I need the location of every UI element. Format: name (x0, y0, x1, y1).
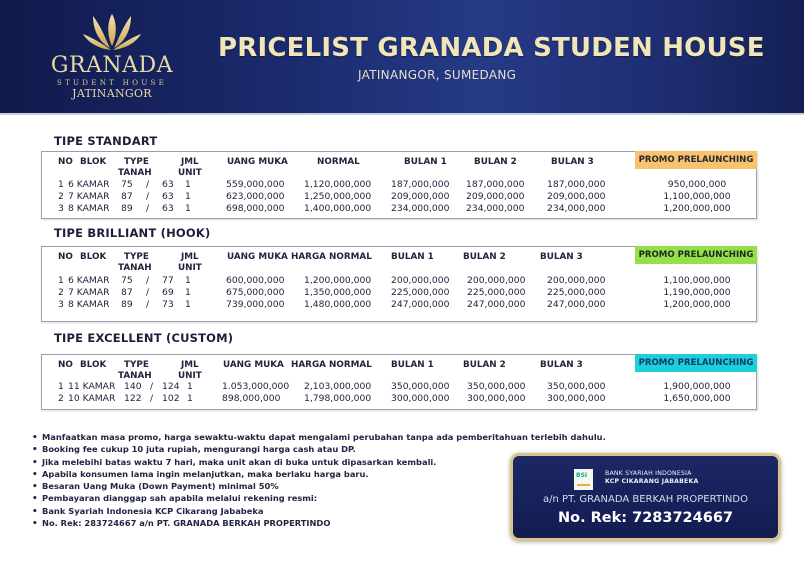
logo-location: JATINANGOR (72, 87, 152, 100)
col-header-bulan1: BULAN 1 (404, 157, 447, 167)
cell-bulan1: 209,000,000 (391, 191, 450, 202)
col-header-harga-normal: HARGA NORMAL (291, 252, 372, 262)
cell-blok: 6 KAMAR (68, 179, 110, 190)
header-banner (0, 0, 804, 115)
col-header-promo: PROMO PRELAUNCHING (635, 246, 757, 264)
cell-blok: 11 KAMAR (68, 381, 116, 392)
col-header-promo: PROMO PRELAUNCHING (635, 151, 757, 169)
cell-blok: 10 KAMAR (68, 393, 116, 404)
cell-jml: 1 (185, 299, 191, 310)
cell-tanah: 63 (162, 203, 174, 214)
cell-uang-muka: 675,000,000 (226, 287, 285, 298)
cell-uang-muka: 898,000,000 (222, 393, 281, 404)
cell-type: 89 (121, 299, 133, 310)
col-header-jml: JML (181, 252, 199, 262)
cell-bulan1: 187,000,000 (391, 179, 450, 190)
col-header-type: TYPE (124, 252, 149, 262)
col-header-type: TYPE (124, 360, 149, 370)
section-title-excellent: TIPE EXCELLENT (CUSTOM) (54, 331, 234, 345)
cell-bulan2: 200,000,000 (467, 275, 526, 286)
cell-tanah: 63 (162, 179, 174, 190)
cell-no: 2 (58, 287, 64, 298)
cell-bulan3: 234,000,000 (547, 203, 606, 214)
section-title-standart: TIPE STANDART (54, 134, 158, 148)
col-header-bulan3: BULAN 3 (551, 157, 594, 167)
cell-type: 87 (121, 191, 133, 202)
note-item: • No. Rek: 283724667 a/n PT. GRANADA BERKAH PROPERTINDO (32, 518, 632, 530)
col-header-tanah: TANAH (118, 371, 152, 381)
cell-uang-muka: 1.053,000,000 (222, 381, 290, 392)
cell-bulan3: 187,000,000 (547, 179, 606, 190)
pricelist-table-standart: NO BLOK TYPE TANAH JML UNIT UANG MUKA NORMAL BULAN 1 BULAN 2 BULAN 3 PROMO PRELAUNCHING 1 6 KAMAR 75 / 63 1 559,000,000 1,120,000,000 187,000,000 187,000,000 187,000,000 950,000,000 2 7 KAMAR 87 / 63 1 623,000,000 1,250,000,000 209,000,000 209,000,000 209,000,000 1,100,000,000 3 8 KAMAR 89 / 63 1 698,000,000 1,400,000,000 234,000,000 234,000,000 234,000,000 1,200,000,000 (41, 151, 757, 219)
col-header-tanah: TANAH (118, 168, 152, 178)
cell-jml: 1 (185, 179, 191, 190)
col-header-bulan2: BULAN 2 (463, 252, 506, 262)
page-title: PRICELIST GRANADA STUDEN HOUSE (218, 33, 765, 63)
col-header-bulan3: BULAN 3 (540, 252, 583, 262)
cell-tanah: 77 (162, 275, 174, 286)
cell-type: 75 (121, 179, 133, 190)
col-header-type: TYPE (124, 157, 149, 167)
account-number: No. Rek: 7283724667 (557, 510, 734, 526)
cell-bulan3: 225,000,000 (547, 287, 606, 298)
cell-normal: 1,250,000,000 (304, 191, 372, 202)
col-header-bulan1: BULAN 1 (391, 360, 434, 370)
cell-bulan1: 200,000,000 (391, 275, 450, 286)
cell-uang-muka: 559,000,000 (226, 179, 285, 190)
col-header-uang-muka: UANG MUKA (227, 157, 288, 167)
cell-bulan1: 247,000,000 (391, 299, 450, 310)
cell-bulan1: 300,000,000 (391, 393, 450, 404)
col-header-normal: NORMAL (317, 157, 360, 167)
cell-tanah: 69 (162, 287, 174, 298)
cell-promo: 1,100,000,000 (663, 191, 731, 202)
cell-promo: 1,200,000,000 (663, 203, 731, 214)
bank-name: BANK SYARIAH INDONESIA (605, 470, 692, 477)
logo-subtitle: STUDENT HOUSE (56, 78, 168, 87)
cell-bulan3: 300,000,000 (547, 393, 606, 404)
cell-blok: 7 KAMAR (68, 287, 110, 298)
cell-bulan1: 234,000,000 (391, 203, 450, 214)
cell-type: 140 (124, 381, 142, 392)
bank-account-card (510, 453, 781, 541)
note-item: • Manfaatkan masa promo, harga sewaktu-waktu dapat mengalami perubahan tanpa ada pemberitahuan terlebih dahulu. (32, 432, 632, 444)
bsi-logo-text: BSI (576, 472, 588, 479)
col-header-unit: UNIT (178, 371, 202, 381)
logo-name: GRANADA (50, 53, 174, 78)
page-subtitle: JATINANGOR, SUMEDANG (358, 68, 517, 82)
cell-blok: 6 KAMAR (68, 275, 110, 286)
col-header-unit: UNIT (178, 168, 202, 178)
granada-logo (48, 12, 176, 108)
cell-promo: 1,100,000,000 (663, 275, 731, 286)
cell-jml: 1 (187, 381, 193, 392)
cell-type: 87 (121, 287, 133, 298)
col-header-blok: BLOK (80, 157, 107, 167)
cell-uang-muka: 600,000,000 (226, 275, 285, 286)
bank-branch: KCP CIKARANG JABABEKA (605, 478, 699, 485)
cell-type: 75 (121, 275, 133, 286)
col-header-promo: PROMO PRELAUNCHING (635, 354, 757, 372)
lotus-icon (81, 12, 143, 52)
col-header-no: NO (58, 360, 73, 370)
cell-no: 2 (58, 393, 64, 404)
cell-bulan1: 350,000,000 (391, 381, 450, 392)
cell-jml: 1 (185, 275, 191, 286)
col-header-uang-muka: UANG MUKA (227, 252, 288, 262)
cell-uang-muka: 623,000,000 (226, 191, 285, 202)
cell-tanah: 102 (162, 393, 180, 404)
col-header-bulan1: BULAN 1 (391, 252, 434, 262)
cell-normal: 1,798,000,000 (304, 393, 372, 404)
col-header-no: NO (58, 252, 73, 262)
cell-no: 2 (58, 191, 64, 202)
cell-jml: 1 (185, 203, 191, 214)
cell-normal: 1,120,000,000 (304, 179, 372, 190)
cell-tanah: 124 (162, 381, 180, 392)
col-header-bulan2: BULAN 2 (463, 360, 506, 370)
cell-blok: 8 KAMAR (68, 203, 110, 214)
cell-type: 122 (124, 393, 142, 404)
col-header-tanah: TANAH (118, 263, 152, 273)
cell-no: 3 (58, 299, 64, 310)
cell-bulan2: 187,000,000 (466, 179, 525, 190)
col-header-harga-normal: HARGA NORMAL (291, 360, 372, 370)
pricelist-table-excellent: NO BLOK TYPE TANAH JML UNIT UANG MUKA HARGA NORMAL BULAN 1 BULAN 2 BULAN 3 PROMO PRELAUNCHING 1 11 KAMAR 140 / 124 1 1.053,000,000 2,103,000,000 350,000,000 350,000,000 350,000,000 1,900,000,000 2 10 KAMAR 122 / 102 1 898,000,000 1,798,000,000 300,000,000 300,000,000 300,000,000 1,650,000,000 (41, 354, 757, 410)
cell-no: 1 (58, 381, 64, 392)
note-item: • Besaran Uang Muka (Down Payment) minimal 50% (32, 481, 632, 493)
col-header-jml: JML (181, 360, 199, 370)
note-item: • Bank Syariah Indonesia KCP Cikarang Jababeka (32, 506, 632, 518)
cell-bulan3: 209,000,000 (547, 191, 606, 202)
cell-uang-muka: 739,000,000 (226, 299, 285, 310)
cell-promo: 1,650,000,000 (663, 393, 731, 404)
col-header-bulan3: BULAN 3 (540, 360, 583, 370)
account-holder: a/n PT. GRANADA BERKAH PROPERTINDO (543, 494, 748, 505)
col-header-jml: JML (181, 157, 199, 167)
cell-tanah: 73 (162, 299, 174, 310)
col-header-uang-muka: UANG MUKA (223, 360, 284, 370)
section-title-brilliant: TIPE BRILLIANT (HOOK) (54, 226, 211, 240)
cell-normal: 1,200,000,000 (304, 275, 372, 286)
cell-normal: 1,350,000,000 (304, 287, 372, 298)
cell-no: 1 (58, 275, 64, 286)
cell-bulan2: 350,000,000 (467, 381, 526, 392)
col-header-no: NO (58, 157, 73, 167)
cell-bulan1: 225,000,000 (391, 287, 450, 298)
cell-blok: 8 KAMAR (68, 299, 110, 310)
note-item: • Jika melebihi batas waktu 7 hari, maka unit akan di buka untuk dipasarkan kembali. (32, 457, 632, 469)
cell-promo: 1,190,000,000 (663, 287, 731, 298)
cell-promo: 950,000,000 (667, 179, 727, 190)
cell-jml: 1 (185, 191, 191, 202)
note-item: • Apabila konsumen lama ingin melanjutkan, maka berlaku harga baru. (32, 469, 632, 481)
cell-blok: 7 KAMAR (68, 191, 110, 202)
cell-jml: 1 (187, 393, 193, 404)
bsi-logo-icon (574, 469, 593, 490)
cell-bulan3: 350,000,000 (547, 381, 606, 392)
note-item: • Booking fee cukup 10 juta rupiah, mengurangi harga cash atau DP. (32, 444, 632, 456)
cell-tanah: 63 (162, 191, 174, 202)
cell-bulan3: 247,000,000 (547, 299, 606, 310)
cell-bulan2: 300,000,000 (467, 393, 526, 404)
cell-bulan2: 225,000,000 (467, 287, 526, 298)
cell-bulan2: 234,000,000 (466, 203, 525, 214)
cell-normal: 1,480,000,000 (304, 299, 372, 310)
cell-normal: 2,103,000,000 (304, 381, 372, 392)
col-header-blok: BLOK (80, 360, 107, 370)
col-header-blok: BLOK (80, 252, 107, 262)
col-header-unit: UNIT (178, 263, 202, 273)
cell-promo: 1,200,000,000 (663, 299, 731, 310)
cell-type: 89 (121, 203, 133, 214)
cell-bulan2: 247,000,000 (467, 299, 526, 310)
cell-uang-muka: 698,000,000 (226, 203, 285, 214)
cell-jml: 1 (185, 287, 191, 298)
cell-promo: 1,900,000,000 (663, 381, 731, 392)
pricelist-table-brilliant: NO BLOK TYPE TANAH JML UNIT UANG MUKA HARGA NORMAL BULAN 1 BULAN 2 BULAN 3 PROMO PRELAUNCHING 1 6 KAMAR 75 / 77 1 600,000,000 1,200,000,000 200,000,000 200,000,000 200,000,000 1,100,000,000 2 7 KAMAR 87 / 69 1 675,000,000 1,350,000,000 225,000,000 225,000,000 225,000,000 1,190,000,000 3 8 KAMAR 89 / 73 1 739,000,000 1,480,000,000 247,000,000 247,000,000 247,000,000 1,200,000,000 (41, 246, 757, 322)
cell-no: 1 (58, 179, 64, 190)
note-item: • Pembayaran dianggap sah apabila melalui rekening resmi: (32, 493, 632, 505)
cell-normal: 1,400,000,000 (304, 203, 372, 214)
cell-bulan3: 200,000,000 (547, 275, 606, 286)
cell-bulan2: 209,000,000 (466, 191, 525, 202)
col-header-bulan2: BULAN 2 (474, 157, 517, 167)
cell-no: 3 (58, 203, 64, 214)
